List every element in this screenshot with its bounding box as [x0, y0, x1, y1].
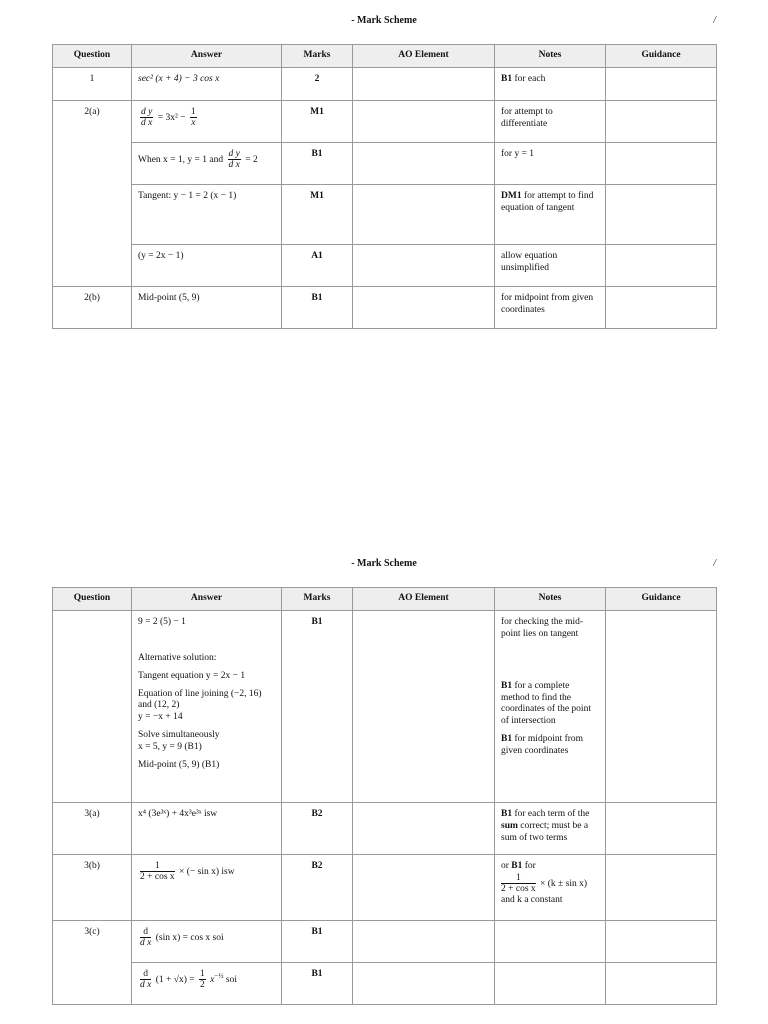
fraction [190, 107, 197, 129]
table-row [53, 184, 717, 244]
table-row [53, 854, 717, 920]
ao-element-cell [353, 962, 495, 1004]
answer-text: (1 + √x) = [155, 975, 195, 985]
marks-cell: B1 [282, 920, 353, 962]
page-number-slash: / [713, 558, 716, 569]
ao-element-cell [353, 610, 495, 802]
notes-line [501, 734, 599, 758]
answer-line: x = 5, y = 9 (B1) [138, 742, 202, 752]
answer-cell: (y = 2x − 1) [132, 244, 282, 286]
marks-cell: 2 [282, 67, 353, 100]
table-row [53, 100, 717, 142]
fraction [140, 861, 175, 883]
ao-element-cell [353, 920, 495, 962]
page-header [0, 14, 768, 30]
answer-text: = 2 [245, 155, 258, 165]
answer-cell [132, 962, 282, 1004]
col-header-question: Question [53, 588, 132, 611]
table-row [53, 610, 717, 802]
notes-emphasis: sum [501, 820, 518, 831]
answer-cell [132, 920, 282, 962]
table-row [53, 67, 717, 100]
guidance-cell [606, 67, 717, 100]
notes-cell [495, 962, 606, 1004]
guidance-cell [606, 184, 717, 244]
col-header-ao-element: AO Element [353, 588, 495, 611]
table-row [53, 962, 717, 1004]
marks-cell: B1 [282, 142, 353, 184]
answer-line: y = −x + 14 [138, 712, 183, 723]
answer-cell: Mid-point (5, 9) [132, 286, 282, 328]
guidance-cell [606, 802, 717, 854]
notes-text: for each [514, 73, 546, 84]
table-row [53, 802, 717, 854]
answer-line: 9 = 2 (5) − 1 [138, 616, 186, 627]
answer-line: Solve simultaneously [138, 730, 220, 741]
marks-cell: A1 [282, 244, 353, 286]
notes-cell [495, 854, 606, 920]
answer-text: = 3x² − [157, 113, 186, 123]
ao-element-cell [353, 286, 495, 328]
notes-cell [495, 610, 606, 802]
answer-text: When x = 1, y = 1 and [138, 155, 224, 165]
notes-text: correct; must be a sum of two terms [501, 820, 589, 843]
fraction [199, 969, 206, 991]
mark-scheme-table [52, 587, 717, 1005]
notes-text: × (k ± sin x) [540, 878, 588, 889]
question-number: 1 [53, 67, 132, 100]
fraction [140, 969, 151, 991]
question-number: 3(c) [53, 920, 132, 1004]
notes-line [501, 681, 599, 729]
answer-cell [132, 854, 282, 920]
answer-cell: x⁴ (3e³ˣ) + 4x³e³ˣ isw [132, 802, 282, 854]
col-header-guidance: Guidance [606, 588, 717, 611]
mark-scheme-table [52, 44, 717, 329]
col-header-answer: Answer [132, 45, 282, 68]
notes-cell: for y = 1 [495, 142, 606, 184]
fraction [228, 149, 241, 171]
answer-text: soi [225, 975, 237, 985]
answer-line: Equation of line joining (−2, 16) and (12, 2) [138, 688, 262, 711]
fraction-numerator: d y [141, 106, 153, 117]
guidance-cell [606, 610, 717, 802]
page-title: - Mark Scheme [351, 15, 417, 26]
answer-text: sec² (x + 4) − 3 cos x [138, 73, 220, 84]
answer-cell: Tangent: y − 1 = 2 (x − 1) [132, 184, 282, 244]
notes-mark-code: B1 [501, 734, 513, 745]
col-header-question: Question [53, 45, 132, 68]
col-header-answer: Answer [132, 588, 282, 611]
fraction-numerator: 1 [501, 873, 536, 884]
guidance-cell [606, 920, 717, 962]
notes-mark-code: B1 [501, 808, 513, 819]
notes-mark-code: DM1 [501, 190, 522, 201]
col-header-notes: Notes [495, 588, 606, 611]
guidance-cell [606, 854, 717, 920]
fraction-numerator: 1 [199, 968, 205, 979]
fraction-numerator: d y [228, 148, 240, 159]
table-row [53, 286, 717, 328]
answer-text: (sin x) = cos x soi [155, 933, 224, 943]
table-row [53, 920, 717, 962]
marks-cell: B1 [282, 962, 353, 1004]
col-header-notes: Notes [495, 45, 606, 68]
answer-text: x [210, 975, 215, 985]
fraction-denominator: 2 + cos x [140, 872, 175, 883]
exponent: −½ [214, 971, 224, 980]
fraction [140, 107, 153, 129]
notes-text: or [501, 860, 509, 871]
fraction-numerator: d [140, 969, 151, 980]
fraction-denominator: d x [140, 980, 152, 991]
answer-cell [132, 142, 282, 184]
notes-text: for [524, 860, 536, 871]
fraction-denominator: d x [228, 160, 240, 171]
answer-line: Alternative solution: [138, 652, 217, 663]
notes-text: for midpoint from given coordinates [501, 734, 584, 756]
question-number: 3(b) [53, 854, 132, 920]
ao-element-cell [353, 244, 495, 286]
marks-cell: B2 [282, 854, 353, 920]
notes-text: for attempt to find equation of tangent [501, 190, 594, 213]
ao-element-cell [353, 854, 495, 920]
guidance-cell [606, 142, 717, 184]
guidance-cell [606, 286, 717, 328]
marks-cell: B1 [282, 610, 353, 802]
guidance-cell [606, 100, 717, 142]
notes-cell [495, 920, 606, 962]
answer-cell [132, 67, 282, 100]
answer-text: × (− sin x) isw [179, 867, 235, 877]
notes-cell: for attempt to differentiate [495, 100, 606, 142]
col-header-marks: Marks [282, 45, 353, 68]
question-number: 3(a) [53, 802, 132, 854]
ao-element-cell [353, 184, 495, 244]
ao-element-cell [353, 142, 495, 184]
table-header-row [53, 588, 717, 611]
fraction [140, 927, 151, 949]
fraction-denominator: d x [141, 118, 153, 129]
notes-cell: allow equation unsimplified [495, 244, 606, 286]
marks-cell: B2 [282, 802, 353, 854]
answer-line: Tangent equation y = 2x − 1 [138, 670, 246, 681]
fraction-numerator: 1 [190, 106, 196, 117]
ao-element-cell [353, 802, 495, 854]
fraction-denominator: x [191, 118, 196, 129]
ao-element-cell [353, 100, 495, 142]
fraction-numerator: 1 [140, 861, 175, 872]
marks-cell: M1 [282, 184, 353, 244]
question-number [53, 610, 132, 802]
page-number-slash: / [713, 15, 716, 26]
notes-cell: for midpoint from given coordinates [495, 286, 606, 328]
notes-mark-code: B1 [501, 680, 513, 691]
question-number: 2(a) [53, 100, 132, 286]
notes-text: for each term of the [514, 808, 590, 819]
answer-cell [132, 100, 282, 142]
marks-cell: M1 [282, 100, 353, 142]
ao-element-cell [353, 67, 495, 100]
col-header-guidance: Guidance [606, 45, 717, 68]
marks-cell: B1 [282, 286, 353, 328]
notes-mark-code: B1 [501, 73, 513, 84]
notes-text: for a complete method to find the coordinates of the point of intersection [501, 680, 591, 727]
notes-text: and k a constant [501, 894, 563, 905]
notes-text: for checking the mid-point lies on tangent [501, 616, 584, 639]
fraction-denominator: d x [140, 938, 152, 949]
question-number: 2(b) [53, 286, 132, 328]
fraction-denominator: 2 [199, 980, 205, 991]
notes-mark-code: B1 [511, 860, 523, 871]
table-row [53, 142, 717, 184]
fraction-numerator: d [140, 927, 151, 938]
page-title: - Mark Scheme [351, 558, 417, 569]
notes-cell [495, 184, 606, 244]
fraction-denominator: 2 + cos x [501, 884, 536, 895]
table-row [53, 244, 717, 286]
answer-cell [132, 610, 282, 802]
page-header [0, 557, 768, 573]
guidance-cell [606, 962, 717, 1004]
col-header-ao-element: AO Element [353, 45, 495, 68]
fraction [501, 873, 536, 895]
table-header-row [53, 45, 717, 68]
answer-line: Mid-point (5, 9) (B1) [138, 759, 220, 770]
notes-cell [495, 67, 606, 100]
guidance-cell [606, 244, 717, 286]
notes-cell [495, 802, 606, 854]
col-header-marks: Marks [282, 588, 353, 611]
